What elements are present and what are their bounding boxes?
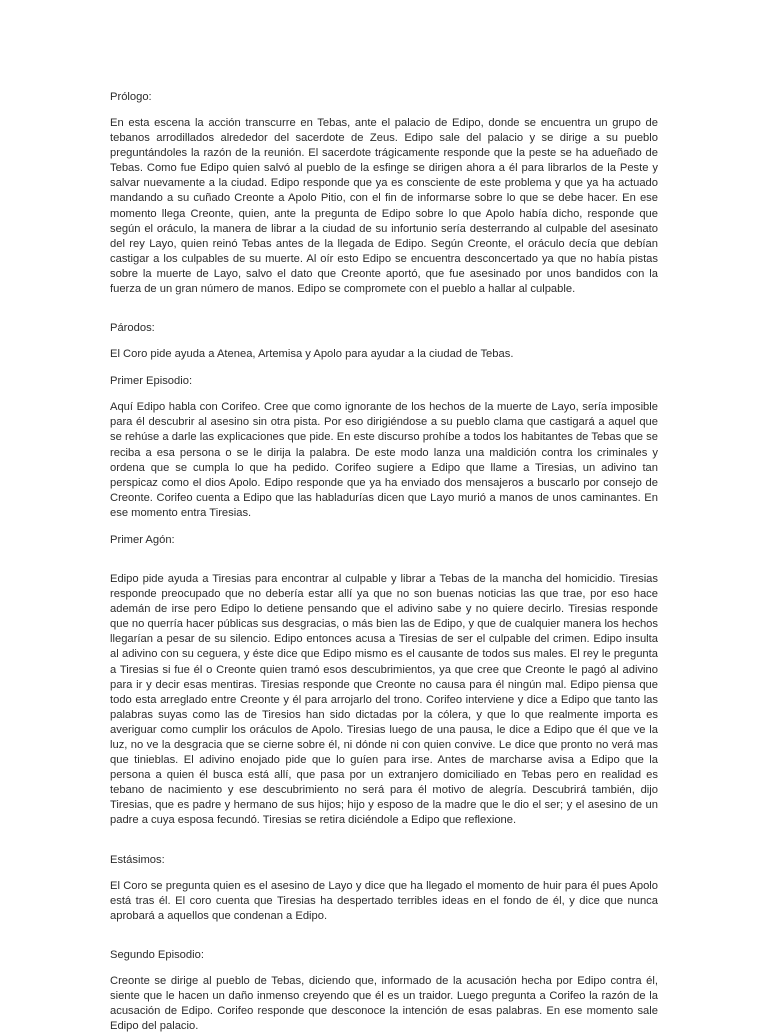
- section-heading-primer-episodio: Primer Episodio:: [110, 375, 193, 388]
- section-body-primer-episodio: Aquí Edipo habla con Corifeo. Cree que como ignorante de los hechos de la muerte de Layo, sería imposible para él descubrir al asesino sin otra pista. Por eso dirigiéndose a su pueblo clama que castigará a aquel que se rehúse a darle las explicaciones que pide. En este discurso prohíbe a todos los habitantes de Tebas que se reciba a esa persona o se le dirija la palabra. De este modo lanza una maldición contra los criminales y ordena que se cumpla lo que ha pedido. Corifeo sugiere a Edipo que llame a Tiresias, un adivino tan perspicaz como el dios Apolo. Edipo responde que ya ha enviado dos mensajeros a buscarlo por consejo de Creonte. Corifeo cuenta a Edipo que las habladurías dicen que Layo murió a manos de unos caminantes. En ese momento entra Tiresias.: [110, 401, 658, 519]
- section-body-estasimos: El Coro se pregunta quien es el asesino de Layo y dice que ha llegado el momento de huir para él pues Apolo está tras él. El coro cuenta que Tiresias ha despertado terribles ideas en el fondo de él, y dice que nunca aprobará a aquellos que condenan a Edipo.: [110, 879, 658, 922]
- section-heading-primer-agon: Primer Agón:: [110, 533, 175, 546]
- section-body-primer-agon: Edipo pide ayuda a Tiresias para encontrar al culpable y librar a Tebas de la mancha del homicidio. Tiresias responde preocupado que no debería estar allí ya que no son buenas noticias las que trae, por eso hace ademán de irse pero Edipo lo detiene pensando que el adivino sabe y no quiere decirlo. Tiresias responde que no querría hacer públicas sus desgracias, o más bien las de Edipo, y que de cualquier manera los hechos llegarían a pesar de su silencio. Edipo entonces acusa a Tiresias de ser el culpable del crimen. Edipo insulta al adivino con su ceguera, y éste dice que Edipo mismo es el causante de todos sus males. El rey le pregunta a Tiresias si fue él o Creonte quien tramó esos descubrimientos, ya que cree que Creonte le pagó al adivino para ir y decir esas mentiras. Tiresias responde que Creonte no causa para él ningún mal. Edipo piensa que todo esta arreglado entre Creonte y él para arrojarlo del trono. Corifeo interviene y dice a Edipo que tanto las palabras suyas como las de Tiresios han sido dictadas por la cólera, y que lo que realmente importa es averiguar como cumplir los oráculos de Apolo. Tiresias luego de una pausa, le dice a Edipo que él que ve la luz, no ve la desgracia que se cierne sobre él, ni dónde ni con quien convive. Le dice que pronto no verá mas que tinieblas. El adivino enojado pide que lo guíen para irse. Antes de marcharse avisa a Edipo que la persona a quien él busca está allí, que pasa por un extranjero domiciliado en Tebas pero en realidad es tebano de nacimiento y ese descubrimiento no será para él motivo de alegría. Descubrirá también, dijo Tiresias, que es padre y hermano de sus hijos; hijo y esposo de la madre que le dio el ser; y el asesino de un padre a cuya esposa fecundó. Tiresias se retira diciéndole a Edipo que reflexione.: [110, 572, 658, 827]
- section-heading-estasimos: Estásimos:: [110, 853, 165, 866]
- section-heading-segundo-episodio: Segundo Episodio:: [110, 948, 204, 961]
- section-body-parodos: El Coro pide ayuda a Atenea, Artemisa y Apolo para ayudar a la ciudad de Tebas.: [110, 348, 514, 361]
- section-body-segundo-episodio: Creonte se dirige al pueblo de Tebas, diciendo que, informado de la acusación hecha por Edipo contra él, siente que le hacen un daño inmenso creyendo que él es un traidor. Luego pregunta a Corifeo la razón de la acusación de Edipo. Corifeo responde que desconoce la intención de esas palabras. En ese momento sale Edipo del palacio.: [110, 974, 658, 1033]
- section-heading-parodos: Párodos:: [110, 322, 155, 335]
- section-heading-prologo: Prólogo:: [110, 91, 152, 103]
- section-body-prologo: En esta escena la acción transcurre en Tebas, ante el palacio de Edipo, donde se encuentra un grupo de tebanos arrodillados alrededor del sacerdote de Zeus. Edipo sale del palacio y se dirige a su pueblo preguntándoles la razón de la reunión. El sacerdote trágicamente responde que la peste se ha adueñado de Tebas. Como fue Edipo quien salvó al pueblo de la esfinge se dirigen ahora a él para librarlos de la Peste y salvar nuevamente a la ciudad. Edipo responde que ya es consciente de este problema y que ya ha actuado mandando a su cuñado Creonte a Apolo Pitio, con el fin de informarse sobre lo que se debe hacer. En ese momento llega Creonte, quien, ante la pregunta de Edipo sobre lo que Apolo había dicho, responde que según el oráculo, la manera de librar a la ciudad de su infortunio sería desterrando al culpable del asesinato del rey Layo, quien reinó Tebas antes de la llegada de Edipo. Según Creonte, el oráculo decía que debían castigar a los culpables de su muerte. Al oír esto Edipo se encuentra desconcertado ya que no había pistas sobre la muerte de Layo, salvo el dato que Creonte aportó, que fue asesinado por unos bandidos con la fuerza de un gran número de manos. Edipo se compromete con el pueblo a hallar al culpable.: [110, 117, 658, 296]
